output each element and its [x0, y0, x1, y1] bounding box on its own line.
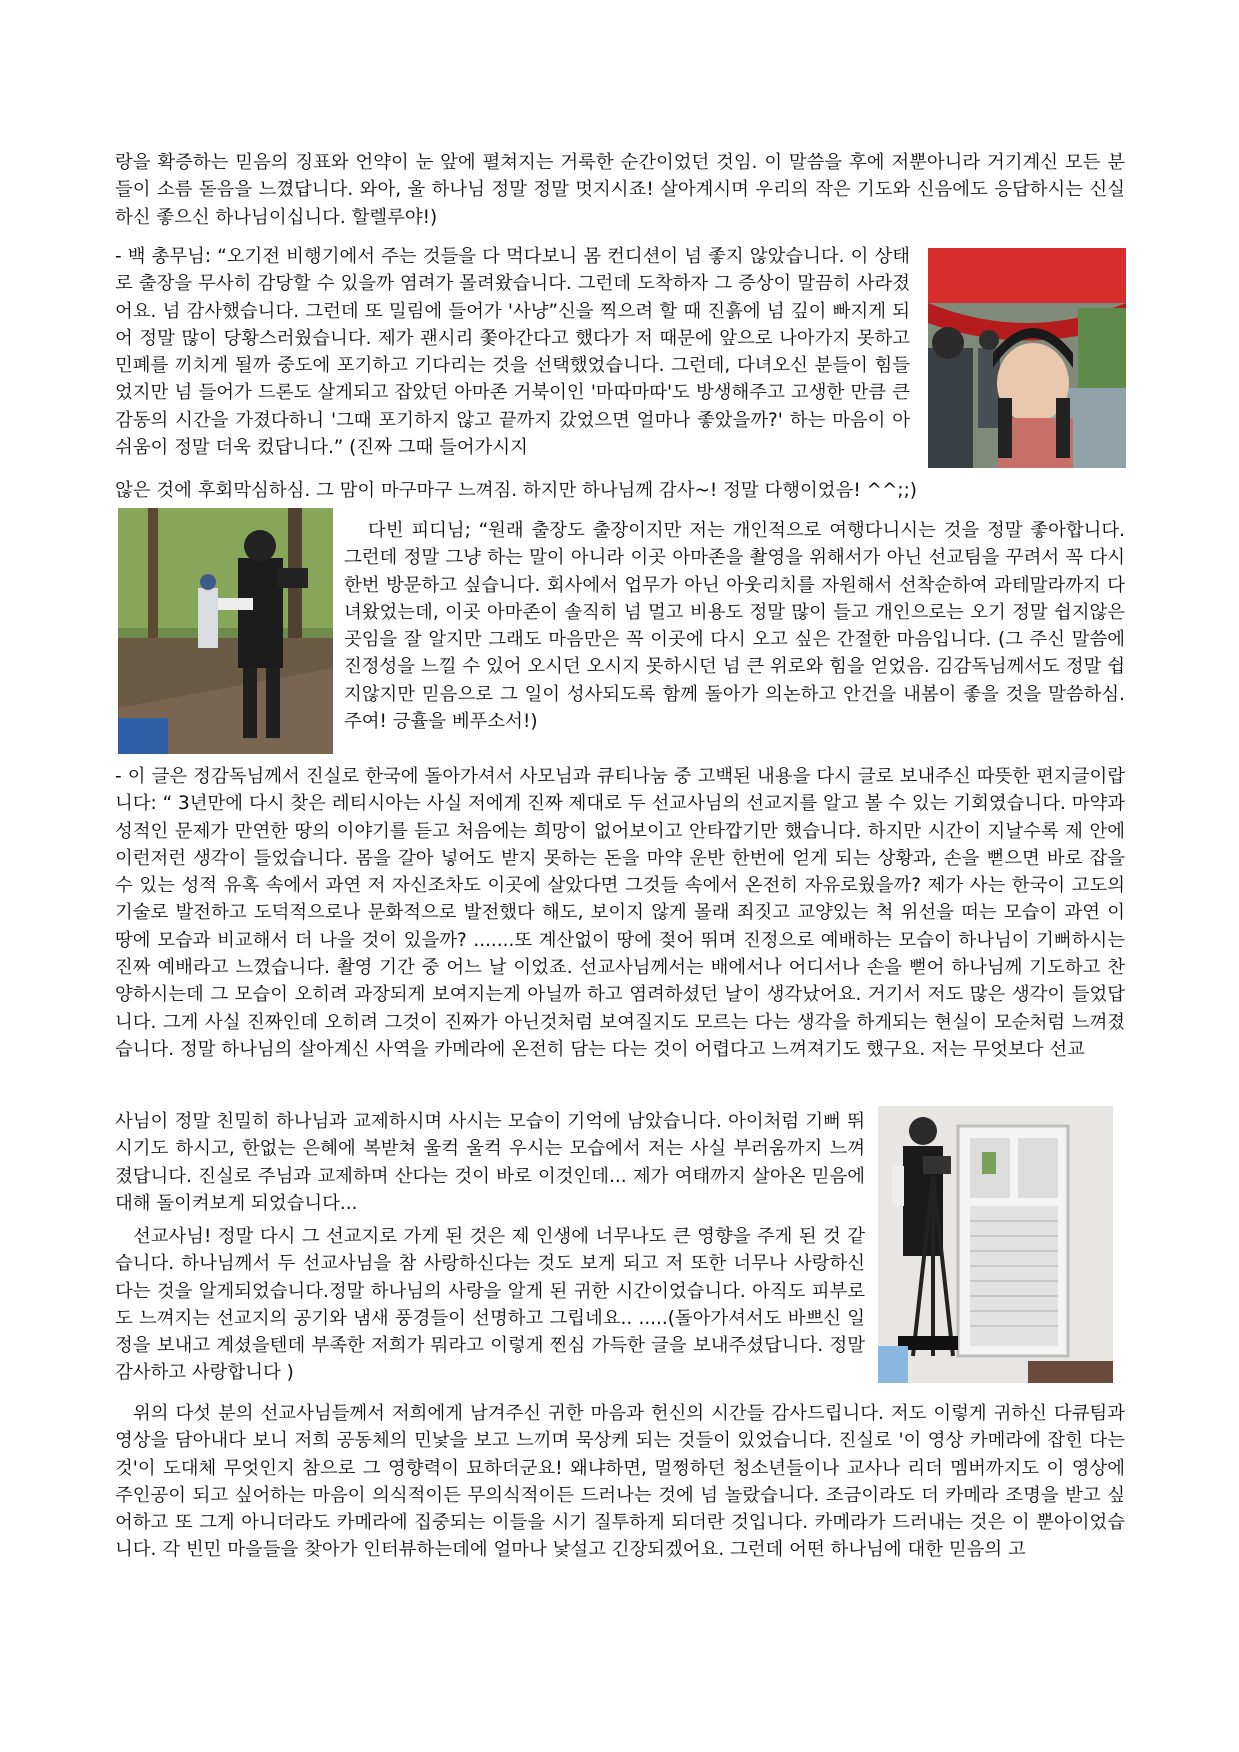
paragraph-6-text: 위의 다섯 분의 선교사님들께서 저희에게 남겨주신 귀한 마음과 헌신의 시간들 감사드립니다. 저도 이렇게 귀하신 다큐팀과 영상을 담아내다 보니 저희 공동체의 민낯을 보고 느끼며 묵상케 되는 것들이 있었습니다. 진실로 '이 영상 카메라에 잡힌 다는 것'이 도대체 무엇인지 참으로 그 영향력이 묘하더군요! 왜냐하면, 멀쩡하던 청소년들이나 교사나 리더 멤버까지도 이 영상에 주인공이 되고 싶어하는 마음이 의식적이든 무의식적이든 드러나는 것에 넘 놀랐습니다. 조금이라도 더 카메라 조명을 받고 싶어하고 또 그게 아니더라도 카메라에 집중되는 이들을 시기 질투하게 되더란 것입니다. 카메라가 드러내는 것은 이 뿐아이었습니다. 각 빈민 마을들을 찾아가 인터뷰하는데에 얼마나 낯설고 긴장되겠어요. 그런데 어떤 하나님에 대한 믿음의 고	[115, 1403, 1125, 1561]
paragraph-1-text: 랑을 확증하는 믿음의 징표와 언약이 눈 앞에 펼쳐지는 거룩한 순간이었던 것임. 이 말씀을 후에 저뿐아니라 거기계신 모든 분들이 소름 돋음을 느꼈답니다. 와아, 울 하나님 정말 정말 멋지시죠! 살아계시며 우리의 작은 기도와 신음에도 응답하시는 신실하신 좋으신 하나님이십니다. 할렐루야!)	[115, 152, 1125, 228]
paragraph-4-text-wrapped: 사님이 정말 친밀히 하나님과 교제하시며 사시는 모습이 기억에 남았습니다. 아이처럼 기뻐 뛰시기도 하시고, 한없는 은혜에 복받쳐 울컥 울컥 우시는 모습에서 저는 사실 부러움까지 느껴졌답니다. 진실로 주님과 교제하며 산다는 것이 바로 이것인데... 제가 여태까지 살아온 믿음에 대해 돌이켜보게 되었습니다...	[115, 1111, 865, 1214]
paragraph-4	[115, 763, 1125, 1063]
paragraph-4-text: - 이 글은 정감독님께서 진실로 한국에 돌아가셔서 사모님과 큐티나눔 중 고백된 내용을 다시 글로 보내주신 따뜻한 편지글이랍니다: “ 3년만에 다시 찾은 레티시아는 사실 저에게 진짜 제대로 두 선교사님의 선교지를 알고 볼 수 있는 기회였습니다. 마약과 성적인 문제가 만연한 땅의 이야기를 듣고 처음에는 희망이 없어보이고 안타깝기만 했습니다. 하지만 시간이 지날수록 제 안에 이런저런 생각이 들었습니다. 몸을 갈아 넣어도 받지 못하는 돈을 마약 운반 한번에 얻게 되는 상황과, 손을 뻗으면 바로 잡을 수 있는 성적 유혹 속에서 과연 저 자신조차도 이곳에 살았다면 그것들 속에서 온전히 자유로웠을까? 제가 사는 한국이 고도의 기술로 발전하고 도덕적으로나 문화적으로 발전했다 해도, 보이지 않게 몰래 죄짓고 교양있는 척 위선을 떠는 모습이 과연 이 땅에 모습과 비교해서 더 나을 것이 있을까? .......또 계산없이 땅에 젖어 뛰며 진정으로 예배하는 모습이 하나님이 기뻐하시는 진짜 예배라고 느꼈습니다. 촬영 기간 중 어느 날 이었죠. 선교사님께서는 배에서나 어디서나 손을 뻗어 하나님께 기도하고 찬양하시는데 그 모습이 오히려 과장되게 보여지는게 아닐까 하고 염려하셨던 날이 생각났어요. 거기서 저도 많은 생각이 들었답니다. 그게 사실 진짜인데 오히려 그것이 진짜가 아닌것처럼 보여질지도 모르는 다는 생각을 하게되는 현실이 모순처럼 느껴졌습니다. 정말 하나님의 살아계신 사역을 카메라에 온전히 담는 다는 것이 어렵다고 느껴져기도 했구요. 저는 무엇보다 선교	[115, 766, 1125, 1060]
paragraph-1	[115, 149, 1125, 231]
boat-photo	[928, 248, 1126, 468]
paragraph-5	[115, 1223, 865, 1387]
paragraph-5-text: 선교사님! 정말 다시 그 선교지로 가게 된 것은 제 인생에 너무나도 큰 영향을 주게 된 것 같습니다. 하나님께서 두 선교사님을 참 사랑하신다는 것도 보게 되고 저 또한 너무나 사랑하신다는 것을 알게되었습니다.정말 하나님의 사랑을 알게 된 귀한 시간이었습니다. 아직도 피부로도 느껴지는 선교지의 공기와 냄새 풍경들이 선명하고 그립네요.. .....(돌아가셔서도 바쁘신 일정을 보내고 계셨을텐데 부족한 저희가 뭐라고 이렇게 찐심 가득한 글을 보내주셨답니다. 정말 감사하고 사랑합니다 )	[115, 1226, 865, 1384]
paragraph-3-text: 다빈 피디님; “원래 출장도 출장이지만 저는 개인적으로 여행다니시는 것을 정말 좋아합니다. 그런데 정말 그냥 하는 말이 아니라 이곳 아마존을 촬영을 위해서가 아닌 선교팀을 꾸려서 꼭 다시 한번 방문하고 싶습니다. 회사에서 업무가 아닌 아웃리치를 자원해서 선착순하여 과테말라까지 다녀왔었는데, 이곳 아마존이 솔직히 넘 멀고 비용도 정말 많이 들고 개인으로는 오기 정말 쉽지않은 곳임을 잘 알지만 그래도 마음만은 꼭 이곳에 다시 오고 싶은 간절한 마음입니다. (그 주신 말씀에 진정성을 느낄 수 있어 오시던 오시지 못하시던 넘 큰 위로와 힘을 얻었음. 김감독님께서도 정말 쉽지않지만 믿음으로 그 일이 성사되도록 함께 돌아가 의논하고 안건을 내봄이 좋을 것을 말씀하심. 주여! 긍휼을 베푸소서!)	[344, 520, 1125, 733]
paragraph-6	[115, 1400, 1125, 1564]
jungle-camera-photo	[118, 508, 333, 754]
paragraph-3	[344, 517, 1125, 735]
paragraph-2-text-full: 않은 것에 후회막심하심. 그 맘이 마구마구 느껴짐. 하지만 하나님께 감사~! 정말 다행이었음! ^^;;)	[115, 480, 917, 501]
paragraph-4-wrapped	[115, 1108, 865, 1217]
paragraph-2-text-wrapped: - 백 총무님: “오기전 비행기에서 주는 것들을 다 먹다보니 몸 컨디션이 넘 좋지 않았습니다. 이 상태로 출장을 무사히 감당할 수 있을까 염려가 몰려왔습니다. 그런데 도착하자 그 증상이 말끔히 사라졌어요. 넘 감사했습니다. 그런데 또 밀림에 들어가 '사냥”신을 찍으려 할 때 진흙에 넘 깊이 빠지게 되어 정말 많이 당황스러웠습니다. 제가 괜시리 쫓아간다고 했다가 저 때문에 앞으로 나아가지 못하고 민폐를 끼치게 될까 중도에 포기하고 기다리는 것을 선택했었습니다. 그런데, 다녀오신 분들이 힘들었지만 넘 들어가 드론도 살게되고 잡았던 아마존 거북이인 '마따마따'도 방생해주고 고생한 만큼 큰 감동의 시간을 가졌다하니 '그때 포기하지 않고 끝까지 갔었으면 얼마나 좋았을까?' 하는 마음이 아쉬움이 정말 더욱 컸답니다.” (진짜 그때 들어가시지	[115, 246, 910, 459]
paragraph-2-continued	[115, 477, 1125, 504]
paragraph-2	[115, 243, 910, 461]
camera-door-photo	[878, 1106, 1113, 1383]
